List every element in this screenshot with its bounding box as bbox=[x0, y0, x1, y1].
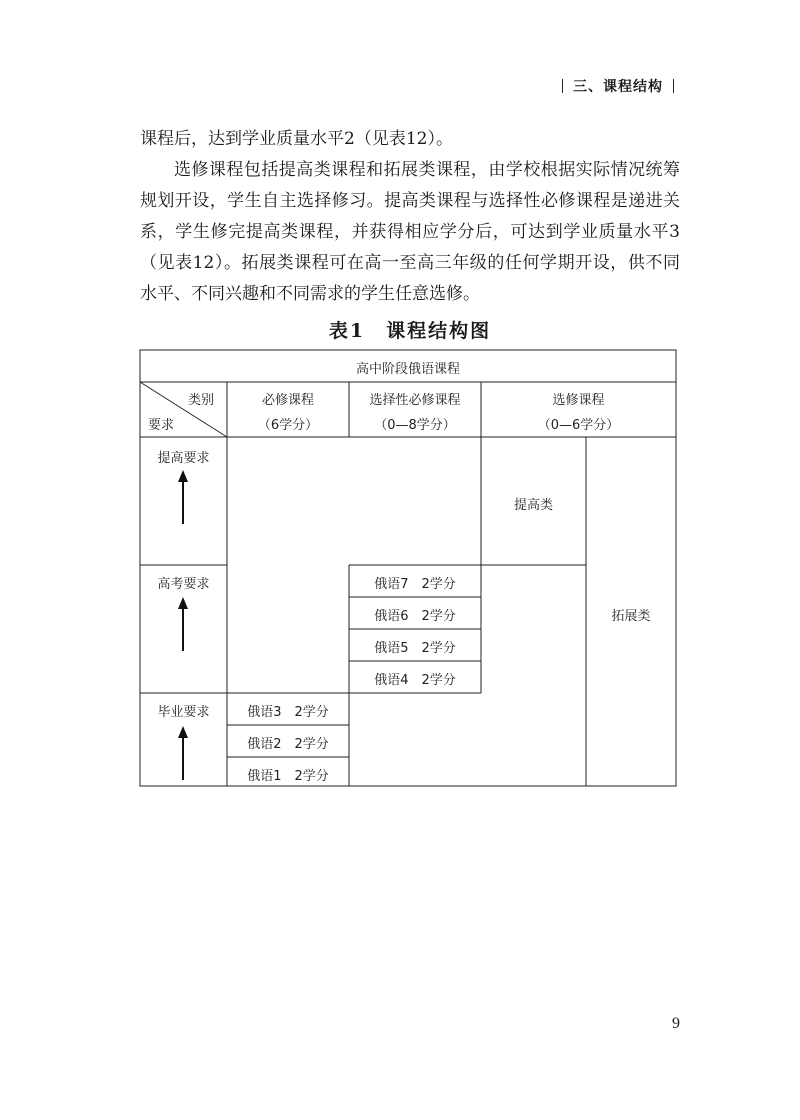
tigao-course-label: 提高类 bbox=[513, 498, 553, 513]
col-elective-credits: （0—6学分） bbox=[537, 418, 620, 433]
col-elective-required-credits: （0—8学分） bbox=[374, 418, 456, 433]
col-elective-name: 选修课程 bbox=[552, 393, 605, 408]
paragraph-electives: 选修课程包括提高类课程和拓展类课程，由学校根据实际情况统筹规划开设，学生自主选择修习。提高类课程与选择性必修课程是递进关系，学生修完提高类课程，并获得相应学分后，可达到学业质量水平3（见表12）。拓展类课程可在高一至高三年级的任何学期开设，供不同水平、不同兴趣和不同需求的学生任意选修。 bbox=[140, 160, 680, 304]
header-divider-left bbox=[562, 79, 563, 93]
tuozhan-course-label: 拓展类 bbox=[611, 609, 651, 624]
header-divider-right bbox=[673, 79, 674, 93]
level-advanced: 提高要求 bbox=[157, 451, 210, 466]
table-caption: 表1 课程结构图 bbox=[328, 320, 492, 342]
col-elective-required-name: 选择性必修课程 bbox=[369, 393, 461, 408]
col-required-credits: （6学分） bbox=[257, 418, 319, 433]
page-number: 9 bbox=[672, 1015, 680, 1032]
diagonal-label-category: 类别 bbox=[188, 393, 215, 408]
elective-required-course: 俄语7 2学分 bbox=[374, 577, 456, 592]
running-header bbox=[552, 76, 684, 96]
level-graduation: 毕业要求 bbox=[157, 705, 210, 720]
elective-required-course: 俄语4 2学分 bbox=[374, 673, 456, 688]
elective-required-course: 俄语6 2学分 bbox=[374, 609, 456, 624]
required-course: 俄语1 2学分 bbox=[247, 769, 329, 784]
required-course: 俄语2 2学分 bbox=[247, 737, 329, 752]
table-title: 高中阶段俄语课程 bbox=[355, 362, 460, 377]
header-section-title: 三、课程结构 bbox=[573, 79, 663, 95]
level-gaokao: 高考要求 bbox=[157, 577, 210, 592]
elective-required-course: 俄语5 2学分 bbox=[374, 641, 456, 656]
col-required-name: 必修课程 bbox=[261, 393, 314, 408]
required-course: 俄语3 2学分 bbox=[247, 705, 329, 720]
diagonal-label-requirement: 要求 bbox=[148, 418, 175, 433]
paragraph-continuation: 课程后，达到学业质量水平2（见表12）。 bbox=[140, 129, 453, 149]
